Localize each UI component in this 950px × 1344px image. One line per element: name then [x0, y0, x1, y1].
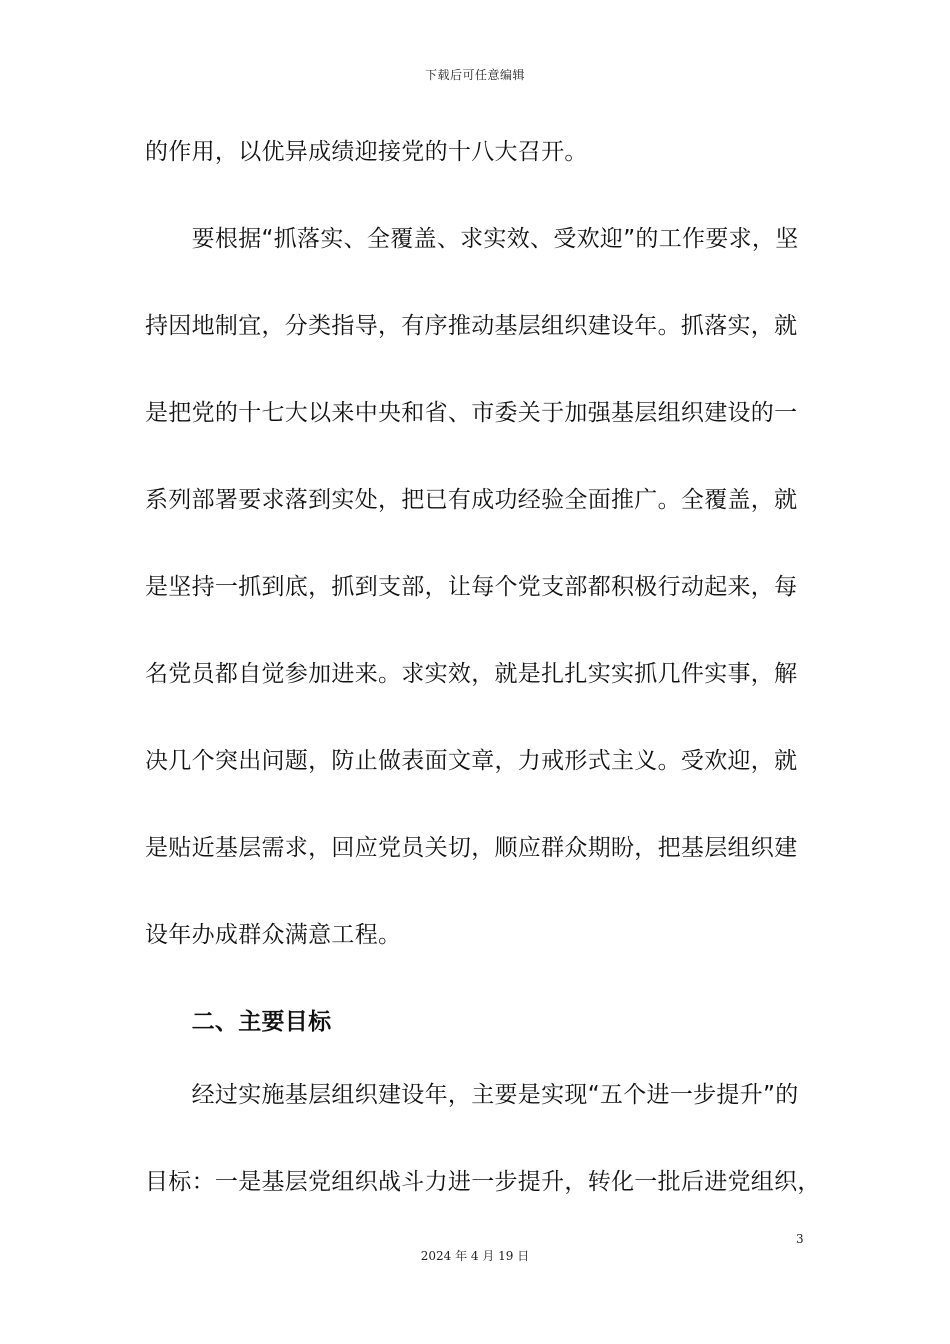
- body-text: [145, 132, 821, 1249]
- page-number: 3: [796, 1232, 804, 1246]
- text-line: 决几个突出问题，防止做表面文章，力戒形式主义。受欢迎，就: [145, 748, 798, 774]
- text-line: 要根据“抓落实、全覆盖、求实效、受欢迎”的工作要求，坚: [145, 226, 799, 252]
- text-line: 目标：一是基层党组织战斗力进一步提升，转化一批后进党组织，: [145, 1169, 821, 1195]
- text-line: 名党员都自觉参加进来。求实效，就是扎扎实实抓几件实事，解: [145, 661, 798, 687]
- section-heading: 二、主要目标: [145, 1009, 332, 1035]
- text-line: 是坚持一抓到底，抓到支部，让每个党支部都积极行动起来，每: [145, 574, 798, 600]
- text-line: 的作用，以优异成绩迎接党的十八大召开。: [145, 139, 588, 165]
- page-header: 下载后可任意编辑: [424, 68, 525, 82]
- text-line: 是贴近基层需求，回应党员关切，顺应群众期盼，把基层组织建: [145, 835, 798, 861]
- text-line: 是把党的十七大以来中央和省、市委关于加强基层组织建设的一: [145, 400, 798, 426]
- text-line: 持因地制宜，分类指导，有序推动基层组织建设年。抓落实，就: [145, 313, 798, 339]
- text-line: 经过实施基层组织建设年，主要是实现“五个进一步提升”的: [145, 1082, 799, 1108]
- footer-date: 2024 年 4 月 19 日: [420, 1249, 530, 1263]
- text-line: 设年办成群众满意工程。: [145, 922, 402, 948]
- text-line: 系列部署要求落到实处，把已有成功经验全面推广。全覆盖，就: [145, 487, 798, 513]
